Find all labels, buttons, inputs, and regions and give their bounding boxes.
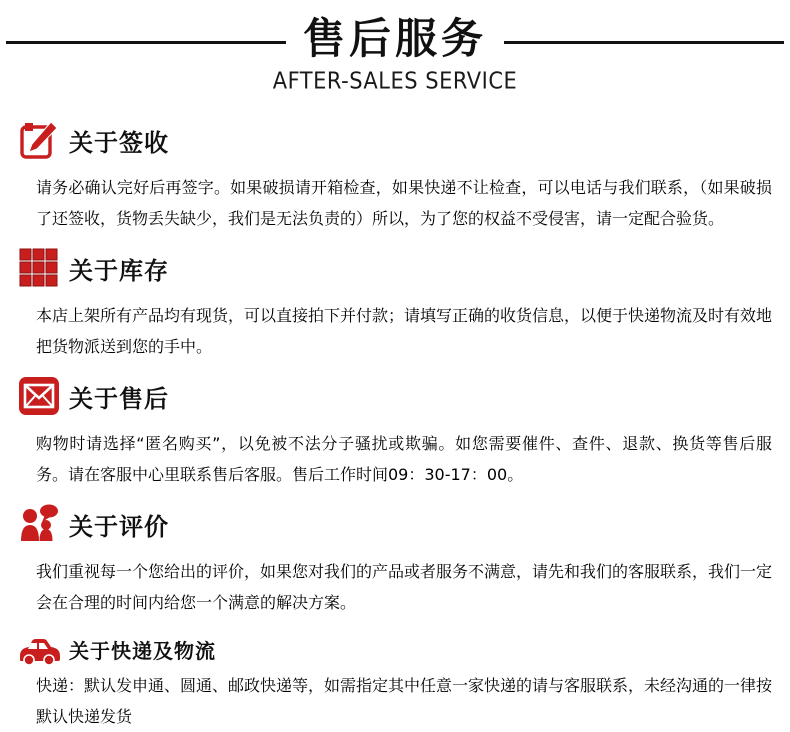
section-title-row: [18, 118, 790, 162]
section-sign-off: [0, 118, 790, 234]
section-title-row: [18, 630, 790, 668]
section-title: 关于评价: [69, 512, 169, 541]
section-title: 关于库存: [69, 256, 169, 285]
people-comment-icon: [18, 503, 60, 545]
section-body: 快递：默认发申通、圆通、邮政快递等，如需指定其中任意一家快递的请与客服联系，未经沟通的一律按默认快递发货: [36, 676, 773, 727]
page-subtitle: AFTER-SALES SERVICE: [272, 68, 518, 95]
page-title: 售后服务: [302, 14, 487, 63]
section-title: 关于快递及物流: [69, 638, 216, 663]
page-header: [0, 0, 790, 95]
section-title: 关于签收: [69, 128, 169, 157]
service-sections: [0, 118, 790, 732]
section-body: 本店上架所有产品均有现货，可以直接拍下并付款；请填写正确的收货信息，以便于快递物流及时有效地把货物派送到您的手中。: [36, 306, 773, 357]
section-title-row: [18, 374, 790, 418]
section-title-row: [18, 502, 790, 546]
header-rule-right: [504, 41, 784, 44]
section-body: 购物时请选择“匿名购买”，以免被不法分子骚扰或欺骗。如您需要催件、查件、退款、换货等售后服务。请在客服中心里联系售后客服。售后工作时间09：30-17：00。: [36, 434, 772, 485]
section-reviews: [0, 502, 790, 618]
section-body: 请务必确认完好后再签字。如果破损请开箱检查，如果快递不让检查，可以电话与我们联系，（如果破损了还签收，货物丢失缺少，我们是无法负责的）所以，为了您的权益不受侵害，请一定配合验货。: [36, 178, 772, 229]
section-shipping: [0, 630, 790, 732]
section-body: 我们重视每一个您给出的评价，如果您对我们的产品或者服务不满意，请先和我们的客服联系，我们一定会在合理的时间内给您一个满意的解决方案。: [36, 562, 773, 613]
sign-note-pencil-icon: [18, 119, 60, 161]
inventory-grid-icon: [18, 247, 60, 289]
header-rule-left: [6, 41, 286, 44]
section-inventory: [0, 246, 790, 362]
delivery-car-icon: [18, 628, 60, 670]
section-title: 关于售后: [69, 384, 169, 413]
mail-envelope-icon: [18, 375, 60, 417]
section-title-row: [18, 246, 790, 290]
section-after-sales: [0, 374, 790, 490]
